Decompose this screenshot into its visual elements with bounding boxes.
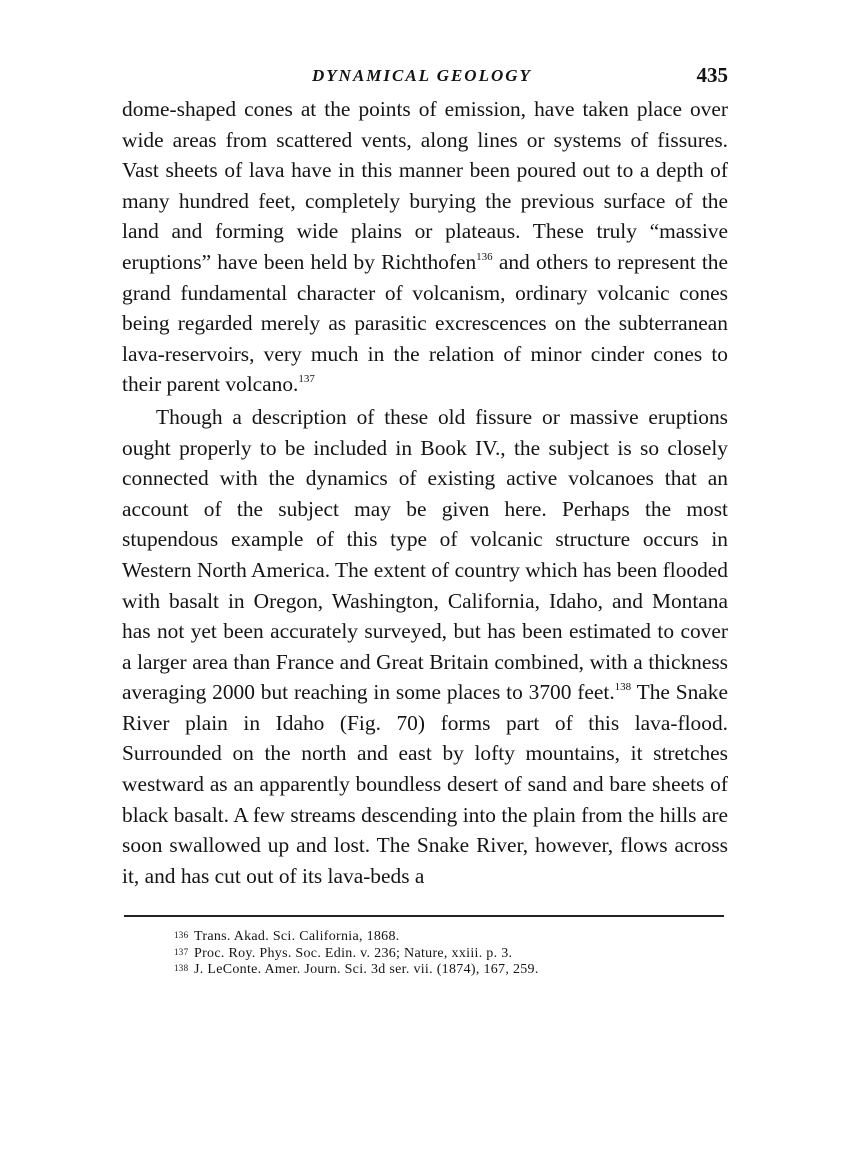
footnote-ref-136: 136 [476, 250, 493, 263]
paragraph-text: The Snake River plain in Idaho (Fig. 70) forms part of this lava-flood. Surrounded on the north and east by lofty mountains, it stretches westward as an apparently boundless desert of sand and bare sheets of black basalt. A few streams descending into the plain from the hills are soon swallowed up and lost. The Snake River, however, flows across it, and has cut out of its lava-beds a [122, 680, 728, 888]
body-text [122, 94, 728, 891]
book-page [122, 60, 728, 979]
paragraph [122, 94, 728, 400]
footnote-divider [124, 915, 724, 917]
running-head [122, 60, 728, 94]
footnote-text: Trans. Akad. Sci. California, 1868. [194, 929, 400, 945]
footnote-ref-137: 137 [298, 373, 315, 386]
footnote-text: Proc. Roy. Phys. Soc. Edin. v. 236; Nature, xxiii. p. 3. [194, 945, 513, 961]
footnote-137 [174, 946, 728, 963]
footnote-number: 137 [174, 946, 189, 957]
footnotes [174, 929, 728, 979]
footnote-136 [174, 929, 728, 946]
footnote-text: J. LeConte. Amer. Journ. Sci. 3d ser. vii. (1874), 167, 259. [194, 962, 539, 978]
paragraph-text: and others to represent the grand fundamental character of volcanism, ordinary volcanic cones being regarded merely as parasitic excrescences on the subterranean lava-reservoirs, very much in the relation of minor cinder cones to their parent volcano. [122, 249, 728, 397]
footnote-number: 136 [174, 930, 189, 941]
footnote-ref-138: 138 [614, 681, 632, 694]
page-number: 435 [696, 63, 728, 87]
paragraph-text: dome-shaped cones at the points of emission, have taken place over wide areas from scattered vents, along lines or systems of fissures. Vast sheets of lava have in this manner been poured out to a depth of many hundred feet, completely burying the previous surface of the land and forming wide plains or plateaus. These truly “massive eruptions” have been held by Richthofen [122, 97, 728, 274]
footnote-number: 138 [174, 963, 189, 974]
paragraph [122, 402, 728, 892]
footnote-138 [174, 962, 728, 979]
running-title: DYNAMICAL GEOLOGY [312, 66, 532, 85]
paragraph-text: Though a description of these old fissure or massive eruptions ought properly to be included in Book IV., the subject is so closely connected with the dynamics of existing active volcanoes that an account of the subject may be given here. Perhaps the most stupendous example of this type of volcanic structure occurs in Western North America. The extent of country which has been flooded with basalt in Oregon, Washington, California, Idaho, and Montana has not yet been accurately surveyed, but has been estimated to cover a larger area than France and Great Britain combined, with a thickness averaging 2000 but reaching in some places to 3700 feet. [122, 404, 728, 705]
